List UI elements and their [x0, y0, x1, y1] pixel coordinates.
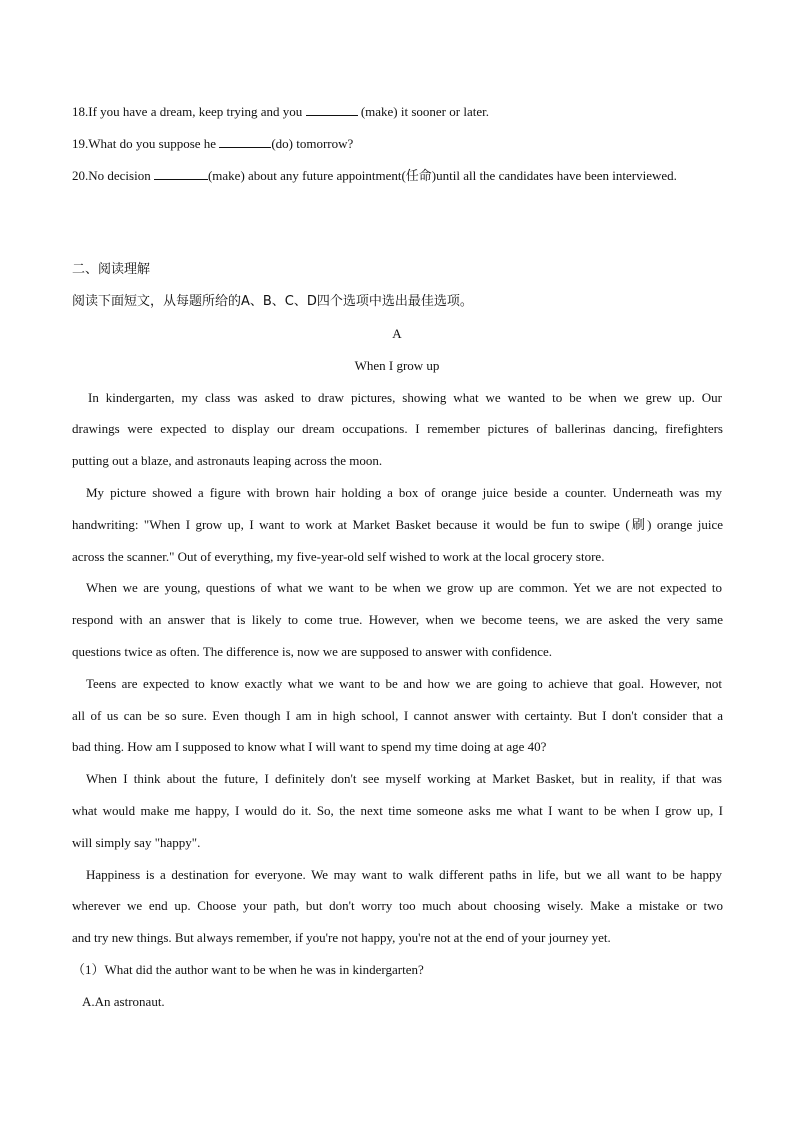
paragraph-2-line-3: across the scanner." Out of everything, my five-year-old self wished to work at the local grocery store. — [72, 549, 605, 564]
paragraph-4-line-2: all of us can be so sure. Even though I am in high school, I cannot answer with certainty. But I don't consider that a — [72, 708, 723, 723]
passage-label: A — [392, 326, 402, 341]
paragraph-5-line-1: When I think about the future, I definitely don't see myself working at Market Basket, but in reality, if that was — [86, 771, 722, 786]
exercise-20-text-before: 20.No decision — [72, 168, 154, 183]
paragraph-2-line-2: handwriting: "When I grow up, I want to work at Market Basket because it would be fun to swipe (刷) orange juice — [72, 517, 723, 532]
exercise-18-text-before: 18.If you have a dream, keep trying and you — [72, 104, 306, 119]
exercise-20-text-after: (make) about any future appointment(任命)until all the candidates have been interviewed. — [207, 168, 677, 183]
question-1-option-a[interactable]: A.An astronaut. — [82, 994, 165, 1009]
paragraph-5-line-3: will simply say "happy". — [72, 835, 201, 850]
exercise-19-text-after: (do) tomorrow? — [271, 136, 354, 151]
paragraph-5-line-2: what would make me happy, I would do it. So, the next time someone asks me what I want to be when I grow up, I — [72, 803, 723, 818]
section-instruction: 阅读下面短文，从每题所给的A、B、C、D四个选项中选出最佳选项。 — [72, 294, 473, 309]
paragraph-3-line-2: respond with an answer that is likely to come true. However, when we become teens, we are asked the very same — [72, 612, 723, 627]
paragraph-1-line-2: drawings were expected to display our dream occupations. I remember pictures of ballerinas dancing, firefighters — [72, 421, 723, 436]
exercise-20 — [72, 167, 677, 184]
exercise-19 — [72, 135, 353, 152]
paragraph-1-line-3: putting out a blaze, and astronauts leaping across the moon. — [72, 453, 383, 468]
paragraph-1-line-1: In kindergarten, my class was asked to draw pictures, showing what we wanted to be when we grew up. Our — [88, 390, 722, 405]
exercise-18-text-after: (make) it sooner or later. — [357, 104, 489, 119]
exercise-18 — [72, 103, 489, 120]
passage-title: When I grow up — [354, 358, 440, 373]
paragraph-6-line-1: Happiness is a destination for everyone. We may want to walk different paths in life, but we all want to be happy — [86, 867, 722, 882]
question-1: （1）What did the author want to be when he was in kindergarten? — [72, 962, 424, 977]
answer-blank-19[interactable] — [219, 135, 271, 148]
paragraph-3-line-1: When we are young, questions of what we want to be when we grow up are common. Yet we are not expected to — [86, 580, 722, 595]
answer-blank-20[interactable] — [154, 167, 208, 180]
exercise-19-text-before: 19.What do you suppose he — [72, 136, 220, 151]
answer-blank-18[interactable] — [306, 103, 358, 116]
paragraph-2-line-1: My picture showed a figure with brown hair holding a box of orange juice beside a counter. Underneath was my — [86, 485, 722, 500]
section-heading: 二、阅读理解 — [72, 262, 151, 277]
paragraph-4-line-1: Teens are expected to know exactly what we want to be and how we are going to achieve that goal. However, not — [86, 676, 722, 691]
paragraph-6-line-2: wherever we end up. Choose your path, but don't worry too much about choosing wisely. Make a mistake or two — [72, 898, 723, 913]
paragraph-3-line-3: questions twice as often. The difference is, now we are supposed to answer with confidence. — [72, 644, 553, 659]
paragraph-6-line-3: and try new things. But always remember, if you're not happy, you're not at the end of your journey yet. — [72, 930, 611, 945]
paragraph-4-line-3: bad thing. How am I supposed to know what I will want to spend my time doing at age 40? — [72, 739, 547, 754]
